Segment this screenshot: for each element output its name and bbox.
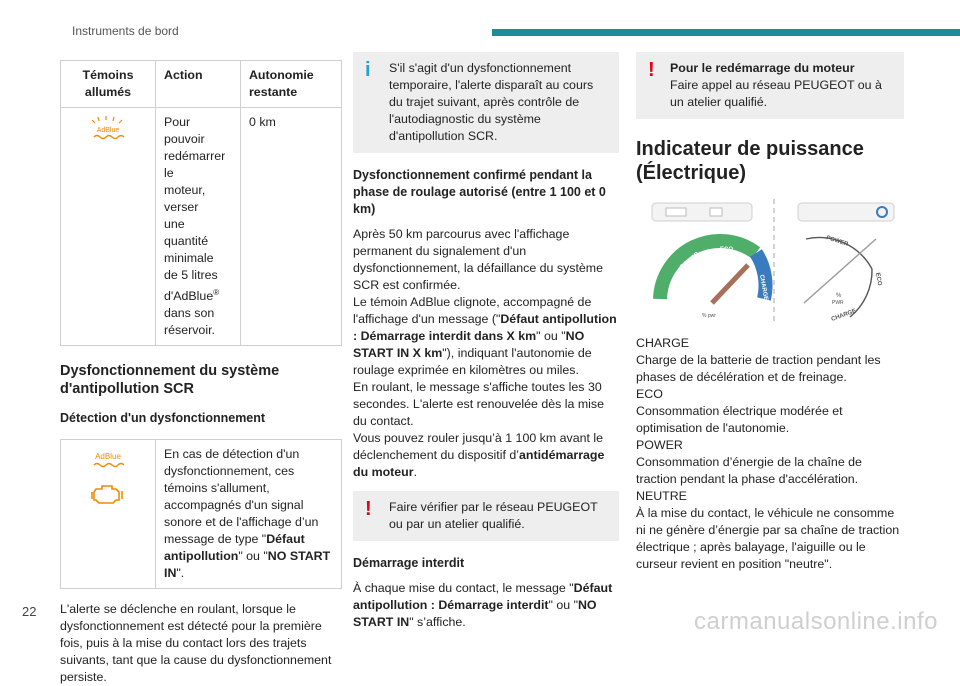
paragraph-5: À chaque mise du contact, le message "Défaut antipollution : Démarrage interdit" ou "NO START IN" s’affiche. (353, 581, 613, 629)
column-3 (636, 52, 904, 573)
power-description: Consommation d’énergie de la chaîne de traction pendant la phase d'accélération. (636, 455, 862, 486)
paragraph-2: Le témoin AdBlue clignote, accompagné de l'affichage d'un message ("Défaut antipollution : Démarrage interdit dans X km" ou "NO START IN X km"), indiquant l'autonomie de roulage exprimée en kilomètres ou miles. (353, 295, 617, 377)
left-gauge-icon (652, 203, 768, 319)
svg-text:CHARGE: CHARGE (758, 274, 769, 301)
right-gauge-icon (798, 203, 894, 323)
engine-icon (90, 481, 126, 507)
power-title: POWER (636, 438, 683, 452)
table-header-action: Action (156, 61, 241, 108)
watermark: carmanualsonline.info (694, 608, 938, 635)
svg-text:%: % (836, 293, 842, 299)
svg-text:AdBlue: AdBlue (96, 127, 120, 134)
action-cell: Pour pouvoir redémarrer le moteur, verser une quantité minimale de 5 litres d'AdBlue® dans son réservoir. (156, 108, 241, 346)
paragraph-3: En roulant, le message s'affiche toutes les 30 secondes. L'alerte est renouvelée dès la mise du contact. (353, 380, 605, 428)
paragraph-1: Après 50 km parcourus avec l'affichage permanent du signalement d'un dysfonctionnement, la défaillance du système SCR est confirmée. (353, 227, 604, 292)
page-number: 22 (22, 604, 37, 619)
start-title: Démarrage interdit (353, 556, 465, 570)
header-accent-bar (492, 29, 960, 36)
mode-descriptions (636, 335, 904, 573)
svg-text:ECO: ECO (874, 272, 883, 287)
svg-text:POWER: POWER (825, 235, 849, 248)
info-box: i S'il s'agit d'un dysfonctionnement temporaire, l'alerte disparaît au cours du trajet suivant, après contrôle de l'autodiagnostic du système d'antipollution SCR. (353, 52, 619, 153)
svg-text:CHARGE: CHARGE (830, 308, 858, 323)
power-gauges (636, 199, 904, 339)
svg-text:PWR: PWR (832, 300, 844, 306)
table-row (61, 440, 342, 589)
charge-title: CHARGE (636, 336, 690, 350)
paragraph-4: Vous pouvez rouler jusqu’à 1 100 km avant le déclenchement du dispositif d’antidémarrage du moteur. (353, 431, 605, 479)
alert-icon: ! (365, 498, 372, 520)
confirmed-title: Dysfonctionnement confirmé pendant la phase de roulage autorisé (entre 1 100 et 0 km) (353, 168, 606, 216)
svg-text:% pwr: % pwr (702, 313, 716, 319)
warning-box: ! Faire vérifier par le réseau PEUGEOT ou par un atelier qualifié. (353, 491, 619, 541)
power-indicator-title: Indicateur de puissance (Électrique) (636, 138, 864, 184)
eco-title: ECO (636, 387, 663, 401)
column-2 (353, 52, 619, 631)
restart-warning-box: ! Pour le redémarrage du moteur Faire appel au réseau PEUGEOT ou à un atelier qualifié. (636, 52, 904, 119)
svg-text:AdBlue: AdBlue (95, 452, 121, 462)
detection-subtitle: Détection d'un dysfonctionnement (60, 411, 266, 426)
table-header-autonomie: Autonomie restante (240, 61, 341, 108)
column-1 (60, 60, 342, 686)
warning-icons-cell (61, 440, 156, 589)
adblue-icon (86, 450, 130, 470)
eco-description: Consommation électrique modérée et optimisation de l'autonomie. (636, 404, 843, 435)
autonomie-cell: 0 km (240, 108, 341, 346)
warning-table (60, 60, 342, 346)
table-header-row (61, 61, 342, 108)
alert-paragraph: L'alerte se déclenche en roulant, lorsque le dysfonctionnement est détecté pour la première fois, puis à la mise du contact lors des trajets suivants, tant que la cause du dysfonctionnement persiste. (60, 602, 332, 685)
charge-description: Charge de la batterie de traction pendant les phases de décélération et de freinage. (636, 353, 881, 384)
scr-section-title: Dysfonctionnement du système d'antipollution SCR (60, 363, 280, 398)
section-header: Instruments de bord (72, 24, 179, 38)
svg-text:ECO: ECO (720, 247, 734, 253)
detection-table (60, 439, 342, 589)
adblue-warning-icon (61, 108, 156, 346)
table-row (61, 108, 342, 346)
detection-text-cell: En cas de détection d'un dysfonctionnement, ces témoins s'allument, accompagnés d'un signal sonore et de l'affichage d’un message de type "Défaut antipollution" ou "NO START IN". (156, 440, 342, 589)
neutre-title: NEUTRE (636, 489, 687, 503)
svg-text:POWER: POWER (679, 251, 701, 271)
alert-icon: ! (648, 59, 655, 81)
neutre-description: À la mise du contact, le véhicule ne consomme ni ne génère d’énergie par sa chaîne de traction électrique ; après balayage, l'aiguille ou le curseur revient en position "neutre". (636, 506, 900, 571)
table-header-temoins: Témoins allumés (61, 61, 156, 108)
info-icon: i (365, 59, 371, 81)
